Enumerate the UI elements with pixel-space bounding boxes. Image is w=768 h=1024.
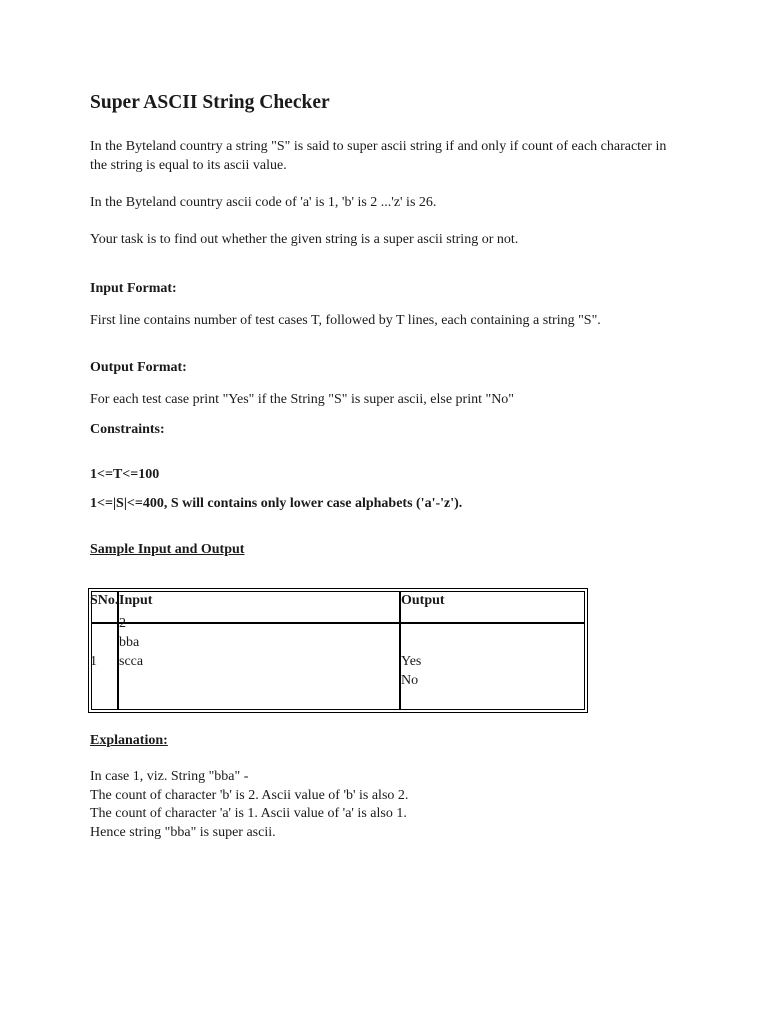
table-header-divider — [92, 622, 584, 624]
input-line: bba — [119, 635, 140, 650]
table-header-sno: SNo. — [90, 593, 119, 608]
explanation-heading: Explanation: — [90, 733, 168, 748]
intro-paragraph-1: In the Byteland country a string "S" is said to super ascii string if and only if count of each character in the string is equal to its ascii value. — [90, 139, 667, 173]
constraint-t: 1<=T<=100 — [90, 467, 160, 482]
output-line: Yes — [401, 654, 422, 669]
output-line: No — [401, 673, 419, 688]
page-title: Super ASCII String Checker — [90, 92, 330, 113]
table-header-input: Input — [119, 593, 153, 608]
table-cell-output — [401, 652, 421, 690]
intro-paragraph-3: Your task is to find out whether the given string is a super ascii string or not. — [90, 232, 519, 247]
explanation-line: The count of character 'a' is 1. Ascii value of 'a' is also 1. — [90, 806, 407, 821]
sample-table-inner — [91, 591, 585, 710]
output-format-heading: Output Format: — [90, 360, 187, 375]
input-format-heading: Input Format: — [90, 281, 177, 296]
input-format-text: First line contains number of test cases T, followed by T lines, each containing a string "S". — [90, 313, 601, 328]
sample-heading: Sample Input and Output — [90, 542, 245, 557]
intro-paragraph-2: In the Byteland country ascii code of 'a' is 1, 'b' is 2 ...'z' is 26. — [90, 195, 437, 210]
explanation-line: Hence string "bba" is super ascii. — [90, 824, 276, 840]
input-line: scca — [119, 654, 144, 669]
explanation-line: In case 1, viz. String "bba" - — [90, 769, 249, 784]
sample-table — [88, 588, 588, 713]
table-header-output: Output — [401, 593, 445, 608]
constraint-s: 1<=|S|<=400, S will contains only lower case alphabets ('a'-'z'). — [90, 496, 463, 511]
constraints-heading: Constraints: — [90, 422, 165, 437]
table-cell-sno: 1 — [90, 654, 97, 669]
explanation-line: The count of character 'b' is 2. Ascii value of 'b' is also 2. — [90, 787, 409, 803]
table-cell-input — [119, 614, 143, 671]
output-format-text: For each test case print "Yes" if the String "S" is super ascii, else print "No" — [90, 392, 515, 407]
explanation-body — [90, 768, 408, 842]
input-line: 2 — [119, 616, 126, 631]
